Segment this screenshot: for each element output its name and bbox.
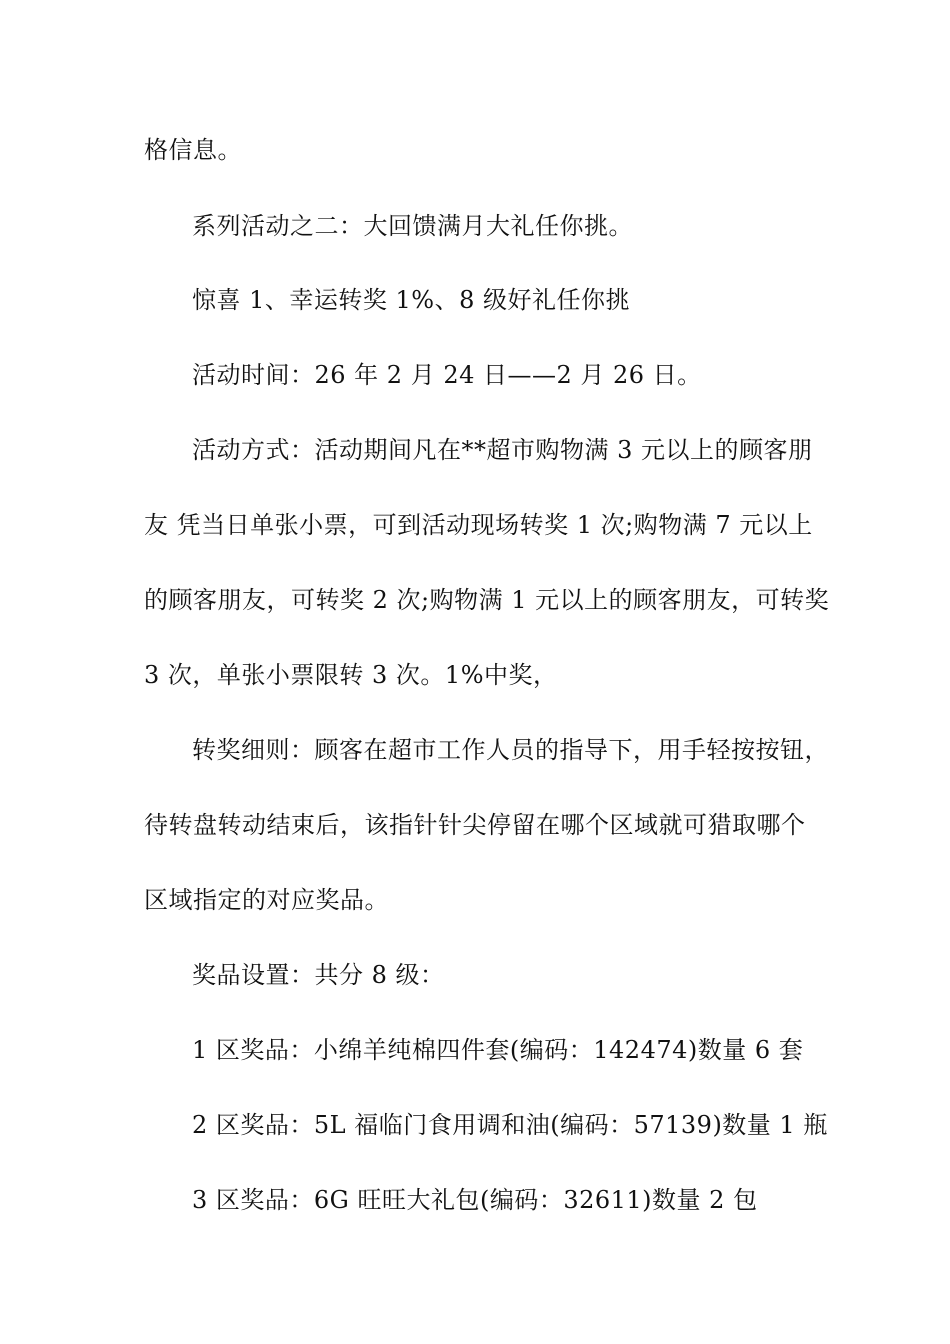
text-line-1: 格信息。 <box>144 136 242 164</box>
text-line-6: 友 凭当日单张小票，可到活动现场转奖 1 次;购物满 7 元以上 <box>144 511 813 539</box>
text-line-5: 活动方式：活动期间凡在**超市购物满 3 元以上的顾客朋 <box>192 436 813 464</box>
text-line-7: 的顾客朋友，可转奖 2 次;购物满 1 元以上的顾客朋友，可转奖 <box>144 586 830 614</box>
text-line-13: 1 区奖品：小绵羊纯棉四件套(编码：142474)数量 6 套 <box>192 1036 804 1064</box>
text-line-11: 区域指定的对应奖品。 <box>144 886 389 914</box>
text-line-15: 3 区奖品：6G 旺旺大礼包(编码：32611)数量 2 包 <box>192 1186 758 1214</box>
text-line-8: 3 次，单张小票限转 3 次。1%中奖， <box>144 661 558 689</box>
text-line-12: 奖品设置：共分 8 级： <box>192 961 445 989</box>
text-line-10: 待转盘转动结束后，该指针针尖停留在哪个区域就可猎取哪个 <box>144 811 806 839</box>
text-line-9: 转奖细则：顾客在超市工作人员的指导下，用手轻按按钮， <box>192 736 829 764</box>
text-line-14: 2 区奖品：5L 福临门食用调和油(编码：57139)数量 1 瓶 <box>192 1111 828 1139</box>
text-line-2: 系列活动之二：大回馈满月大礼任你挑。 <box>192 212 633 240</box>
text-line-3: 惊喜 1、幸运转奖 1%、8 级好礼任你挑 <box>192 286 630 314</box>
text-line-4: 活动时间：26 年 2 月 24 日——2 月 26 日。 <box>192 361 702 389</box>
